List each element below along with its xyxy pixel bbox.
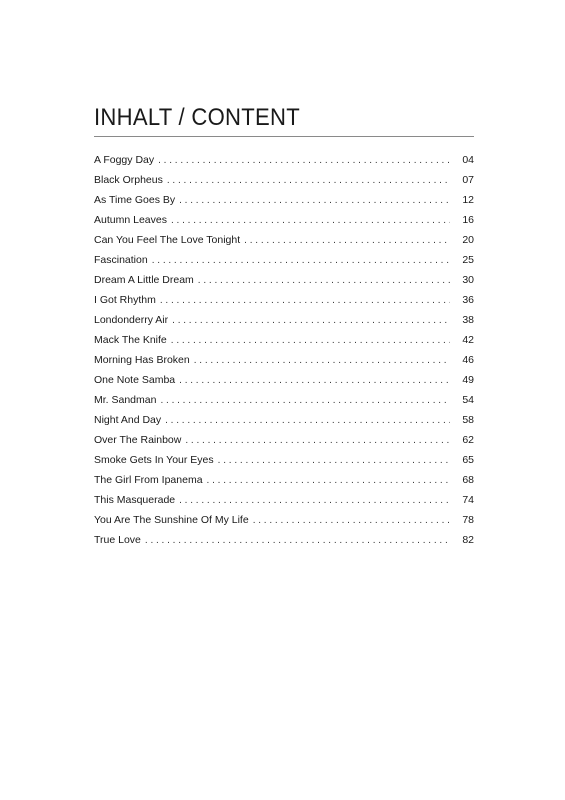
toc-entry[interactable]: [94, 210, 474, 230]
toc-entry-title: Over The Rainbow: [94, 434, 182, 446]
toc-entry[interactable]: [94, 230, 474, 250]
toc-entry[interactable]: [94, 470, 474, 490]
toc-entry-title: Londonderry Air: [94, 314, 169, 326]
toc-entry-page: 46: [462, 354, 474, 366]
toc-entry-page: 54: [462, 394, 474, 406]
toc-leader-dots: [167, 171, 450, 191]
toc-leader-dots: [194, 351, 450, 371]
toc-entry-title: Night And Day: [94, 414, 162, 426]
toc-entry-page: 62: [462, 434, 474, 446]
toc-entry-page: 42: [462, 334, 474, 346]
toc-entry-page: 78: [462, 514, 474, 526]
toc-entry-title: Smoke Gets In Your Eyes: [94, 454, 214, 466]
toc-entry[interactable]: [94, 330, 474, 350]
toc-entry-page: 36: [462, 294, 474, 306]
toc-entry[interactable]: [94, 510, 474, 530]
toc-entry[interactable]: [94, 490, 474, 510]
toc-entry-page: 49: [462, 374, 474, 386]
toc-entry-title: Autumn Leaves: [94, 214, 167, 226]
toc-leader-dots: [179, 191, 450, 211]
page-title: INHALT / CONTENT: [94, 104, 301, 131]
toc-leader-dots: [172, 311, 450, 331]
toc-entry[interactable]: [94, 410, 474, 430]
toc-entry[interactable]: [94, 270, 474, 290]
toc-leader-dots: [145, 531, 450, 551]
toc-entry[interactable]: [94, 170, 474, 190]
toc-leader-dots: [207, 471, 450, 491]
toc-entry-title: Can You Feel The Love Tonight: [94, 234, 241, 246]
toc-leader-dots: [160, 291, 450, 311]
toc-leader-dots: [171, 211, 450, 231]
toc-leader-dots: [158, 151, 450, 171]
toc-entry[interactable]: [94, 530, 474, 550]
toc-entry-page: 12: [462, 194, 474, 206]
toc-entry-page: 82: [462, 534, 474, 546]
toc-entry[interactable]: [94, 450, 474, 470]
toc-leader-dots: [198, 271, 450, 291]
toc-entry-page: 38: [462, 314, 474, 326]
toc-entry-title: I Got Rhythm: [94, 294, 156, 306]
toc-leader-dots: [179, 491, 450, 511]
toc-entry[interactable]: [94, 250, 474, 270]
toc-entry-title: This Masquerade: [94, 494, 176, 506]
toc-leader-dots: [218, 451, 450, 471]
toc-entry-page: 65: [462, 454, 474, 466]
toc-leader-dots: [179, 371, 450, 391]
toc-leader-dots: [152, 251, 450, 271]
toc-leader-dots: [160, 391, 450, 411]
toc-leader-dots: [253, 511, 450, 531]
toc-entry[interactable]: [94, 370, 474, 390]
title-divider: [94, 136, 474, 137]
toc-entry-title: Mr. Sandman: [94, 394, 157, 406]
toc-entry-title: The Girl From Ipanema: [94, 474, 203, 486]
toc-entry-title: A Foggy Day: [94, 154, 155, 166]
toc-entry-title: Mack The Knife: [94, 334, 167, 346]
toc-entry-title: Black Orpheus: [94, 174, 163, 186]
toc-entry[interactable]: [94, 350, 474, 370]
toc-entry[interactable]: [94, 310, 474, 330]
toc-entry-title: One Note Samba: [94, 374, 176, 386]
toc-leader-dots: [185, 431, 450, 451]
toc-entry-page: 30: [462, 274, 474, 286]
toc-leader-dots: [165, 411, 450, 431]
toc-entry-page: 07: [462, 174, 474, 186]
toc-entry[interactable]: [94, 290, 474, 310]
table-of-contents: [94, 150, 474, 550]
toc-entry[interactable]: [94, 150, 474, 170]
toc-leader-dots: [171, 331, 450, 351]
toc-entry-title: Dream A Little Dream: [94, 274, 194, 286]
toc-entry-page: 68: [462, 474, 474, 486]
toc-entry-page: 74: [462, 494, 474, 506]
toc-entry-page: 25: [462, 254, 474, 266]
toc-entry-page: 20: [462, 234, 474, 246]
toc-entry[interactable]: [94, 390, 474, 410]
toc-entry-title: Morning Has Broken: [94, 354, 190, 366]
toc-entry-title: As Time Goes By: [94, 194, 176, 206]
toc-entry-page: 16: [462, 214, 474, 226]
toc-entry-title: Fascination: [94, 254, 148, 266]
toc-entry[interactable]: [94, 430, 474, 450]
toc-entry-page: 04: [462, 154, 474, 166]
toc-entry-title: You Are The Sunshine Of My Life: [94, 514, 249, 526]
toc-entry-page: 58: [462, 414, 474, 426]
toc-leader-dots: [244, 231, 450, 251]
toc-entry[interactable]: [94, 190, 474, 210]
toc-entry-title: True Love: [94, 534, 141, 546]
